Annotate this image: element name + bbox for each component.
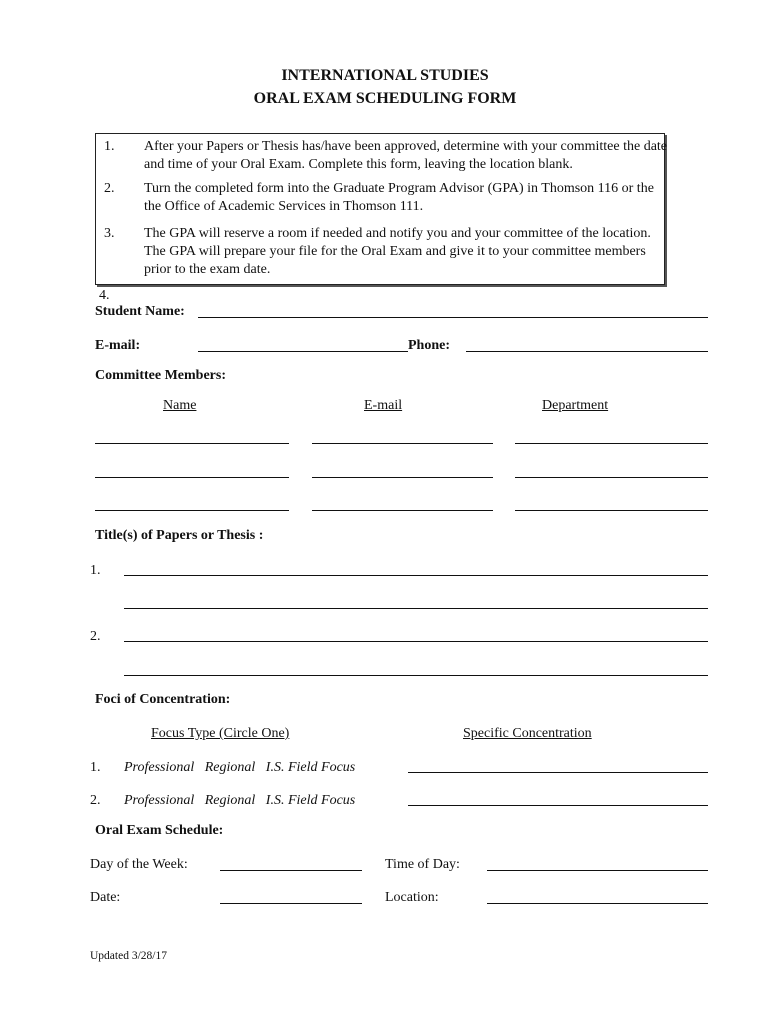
committee-email-field[interactable] [312,510,493,511]
committee-email-field[interactable] [312,443,493,444]
time-field[interactable] [487,870,708,871]
committee-col-email: E-mail [364,398,403,413]
instruction-number: 1. [104,139,115,154]
title-field[interactable] [124,641,708,642]
location-field[interactable] [487,903,708,904]
day-label: Day of the Week: [90,857,188,872]
instructions-box [95,133,668,285]
title-field[interactable] [124,608,708,609]
focus-type-options[interactable]: Professional Regional I.S. Field Focus [124,760,356,775]
instruction-text: Turn the completed form into the Graduate Program Advisor (GPA) in Thomson 116 or the the Office of Academic Services in Thomson 111. [144,181,654,214]
committee-name-field[interactable] [95,510,289,511]
foci-number: 2. [90,793,101,808]
updated-date: Updated 3/28/17 [90,950,167,962]
student-name-label: Student Name: [95,304,185,319]
foci-heading: Foci of Concentration: [95,692,231,707]
schedule-heading: Oral Exam Schedule: [95,823,224,838]
committee-name-field[interactable] [95,443,289,444]
committee-name-field[interactable] [95,477,289,478]
day-field[interactable] [220,870,362,871]
instruction-number: 3. [104,226,115,241]
location-label: Location: [385,890,439,905]
committee-email-field[interactable] [312,477,493,478]
instruction-text: After your Papers or Thesis has/have been approved, determine with your committee the date and time of your Oral Exam. Complete this form, leaving the location blank. [144,139,668,172]
title-field[interactable] [124,575,708,576]
stray-number: 4. [99,288,110,303]
instruction-text: The GPA will reserve a room if needed and notify you and your committee of the location. The GPA will prepare your file for the Oral Exam and give it to your committee members prior to the exam date. [144,226,651,277]
email-field[interactable] [198,351,408,352]
committee-department-field[interactable] [515,477,708,478]
title-number: 2. [90,629,101,644]
committee-heading: Committee Members: [95,368,226,383]
specific-concentration-field[interactable] [408,772,708,773]
phone-label: Phone: [408,338,450,353]
committee-department-field[interactable] [515,510,708,511]
instruction-item [104,180,664,220]
foci-col-specific: Specific Concentration [463,726,592,741]
focus-type-options[interactable]: Professional Regional I.S. Field Focus [124,793,356,808]
title-number: 1. [90,563,101,578]
committee-col-name: Name [163,398,197,413]
title-field[interactable] [124,675,708,676]
date-field[interactable] [220,903,362,904]
time-label: Time of Day: [385,857,460,872]
foci-number: 1. [90,760,101,775]
phone-field[interactable] [466,351,708,352]
titles-heading: Title(s) of Papers or Thesis : [95,528,264,543]
instruction-item [104,225,664,281]
page-subtitle: ORAL EXAM SCHEDULING FORM [253,90,517,107]
date-label: Date: [90,890,121,905]
foci-col-focus-type: Focus Type (Circle One) [151,726,290,741]
committee-col-department: Department [542,398,609,413]
instruction-number: 2. [104,181,115,196]
committee-department-field[interactable] [515,443,708,444]
email-label: E-mail: [95,338,141,353]
student-name-field[interactable] [198,317,708,318]
specific-concentration-field[interactable] [408,805,708,806]
instruction-item [104,138,668,178]
page-title: INTERNATIONAL STUDIES [281,67,489,84]
